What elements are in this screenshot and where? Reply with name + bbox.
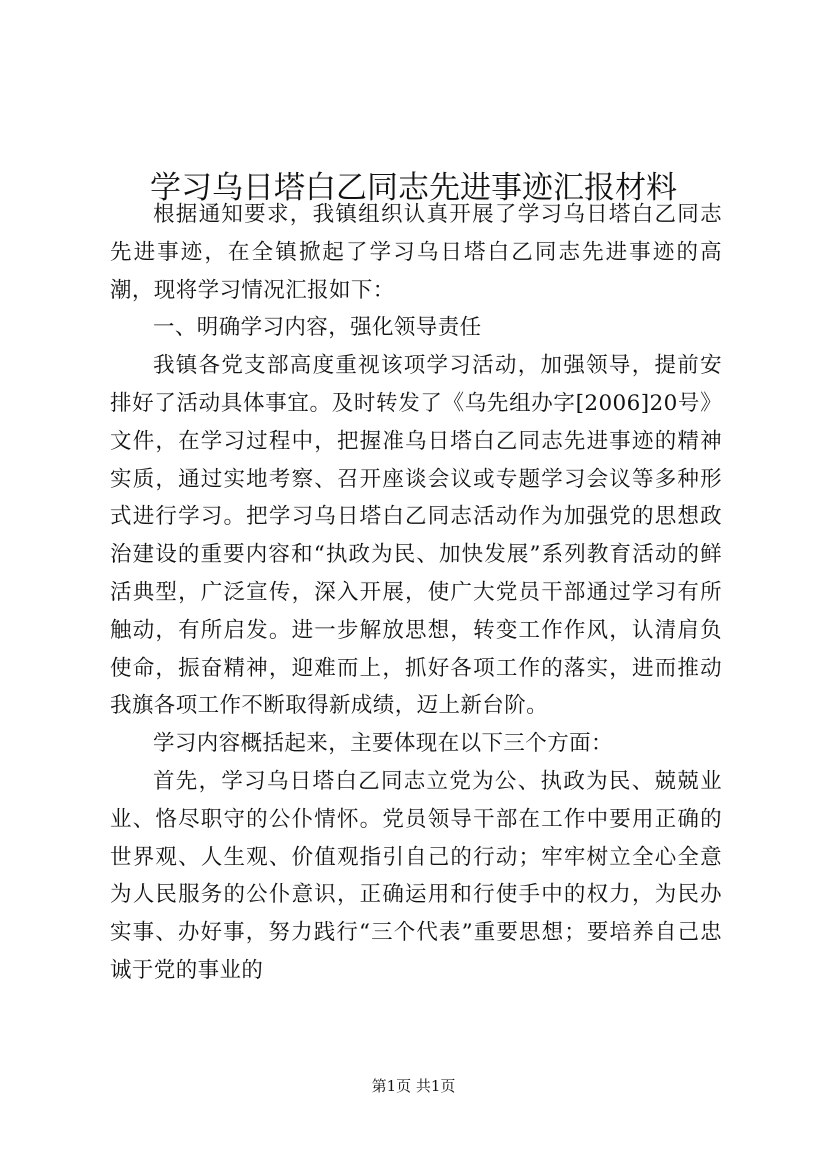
- section-heading: 一、明确学习内容，强化领导责任: [153, 315, 482, 341]
- paragraph-first-point: 首先，学习乌日塔白乙同志立党为公、执政为民、兢兢业业、恪尽职守的公仆情怀。党员领导干部在工作中要用正确的世界观、人生观、价值观指引自己的行动；牢牢树立全心全意为人民服务的公仆意识，正确运用和行使手中的权力，为民办实事、办好事，努力践行“三个代表”重要思想；要培养自己忠诚于党的事业的: [110, 768, 722, 983]
- document-body: [110, 196, 722, 990]
- document-title: 学习乌日塔白乙同志先进事迹汇报材料: [150, 169, 677, 206]
- page-footer: 第1页 共1页: [371, 1077, 456, 1095]
- paragraph-activities: 我镇各党支部高度重视该项学习活动，加强领导，提前安排好了活动具体事宜。及时转发了《乌先组办字[2006]20号》文件，在学习过程中，把握准乌日塔白乙同志先进事迹的精神实质，通过实地考察、召开座谈会议或专题学习会议等多种形式进行学习。把学习乌日塔白乙同志活动作为加强党的思想政治建设的重要内容和“执政为民、加快发展”系列教育活动的鲜活典型，广泛宣传，深入开展，使广大党员干部通过学习有所触动，有所启发。进一步解放思想，转变工作作风，认清肩负使命，振奋精神，迎难而上，抓好各项工作的落实，进而推动我旗各项工作不断取得新成绩，迈上新台阶。: [110, 353, 722, 719]
- paragraph-summary: 学习内容概括起来，主要体现在以下三个方面：: [153, 731, 613, 757]
- paragraph-intro: 根据通知要求，我镇组织认真开展了学习乌日塔白乙同志先进事迹，在全镇掀起了学习乌日塔白乙同志先进事迹的高潮，现将学习情况汇报如下：: [110, 202, 722, 303]
